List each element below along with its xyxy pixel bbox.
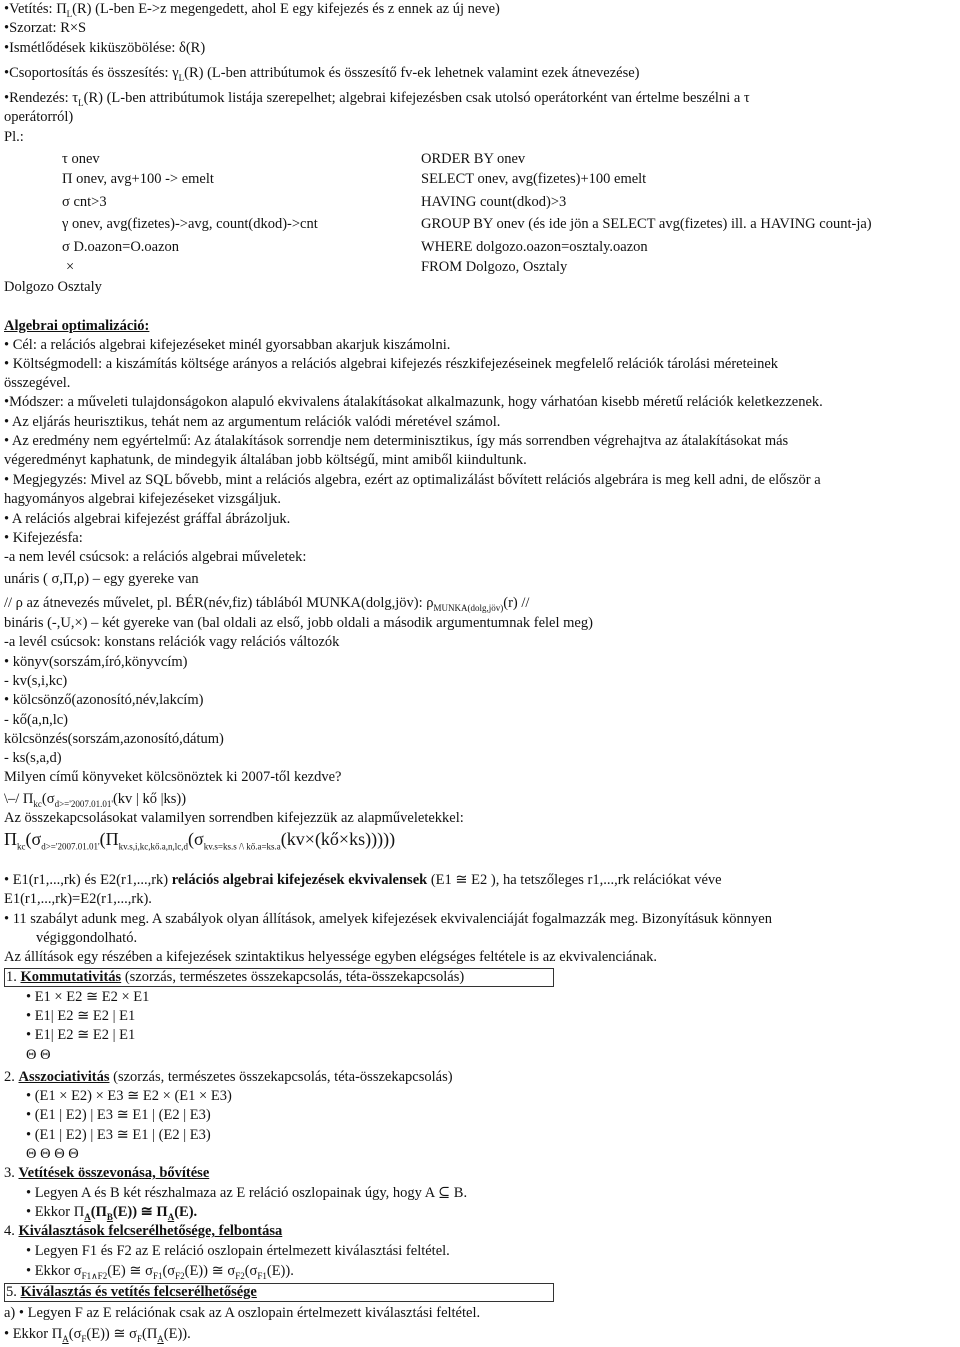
subscript: MUNKA(dolg,jöv) <box>433 602 504 613</box>
subscript: L <box>178 72 185 83</box>
query2-line <box>4 829 396 852</box>
equiv-line-2: E1(r1,...,rk)=E2(r1,...,rk). <box>4 891 152 907</box>
subscript: F <box>81 1333 87 1344</box>
body-line: • Az eredmény nem egyértelmű: Az átalakítások sorrendje nem determinisztikus, így más sorrendben végrehajtva az átalakításokat más <box>4 433 789 449</box>
query2-mid: (σ <box>25 829 42 849</box>
body-line: • Megjegyzés: Mivel az SQL bővebb, mint a relációs algebra, ezért az optimalizálást bővített relációs algebrára is meg kell adni, de először a <box>4 472 821 488</box>
ex-right-6: FROM Dolgozo, Osztaly <box>421 259 568 275</box>
body-line: - ks(s,a,d) <box>4 750 62 766</box>
query1-mid: (σ <box>41 791 55 807</box>
body-line: • Kifejezésfa: <box>4 530 83 546</box>
equiv-line-3: • 11 szabályt adunk meg. A szabályok olyan állítások, amelyek kifejezések ekvivalenciáját fogalmazzák meg. Bizonyításuk könnyen <box>4 911 772 927</box>
body-line: összegével. <box>4 375 71 391</box>
query2-start: Π <box>4 829 17 849</box>
ex-left-3: σ cnt>3 <box>62 194 107 210</box>
body-line: • Cél: a relációs algebrai kifejezéseket minél gyorsabban akarjuk kiszámolni. <box>4 337 451 353</box>
rule-num: 5. <box>6 1284 21 1300</box>
rule-rest: (szorzás, természetes összekapcsolás, téta-összekapcsolás) <box>109 1069 453 1085</box>
query1-line <box>4 790 186 808</box>
ex-right-3: HAVING count(dkod)>3 <box>421 194 567 210</box>
rule1-title <box>6 968 464 986</box>
rule3-formula-rest: (E)) ≅ Π <box>112 1204 168 1220</box>
body-line: • Költségmodell: a kiszámítás költsége arányos a relációs algebrai kifejezés részkifejezéseinek megfelelő relációk tárolási méreteinek <box>4 356 779 372</box>
subscript: d>='2007.01.01' <box>54 798 113 809</box>
equiv-line-4: végiggondolható. <box>36 930 138 946</box>
subscript: F1 <box>257 1270 267 1281</box>
subscript: A <box>167 1211 175 1222</box>
rule-title: Kiválasztás és vetítés felcserélhetősége <box>20 1284 257 1300</box>
rule2-item: • (E1 | E2) | E3 ≅ E1 | (E2 | E3) <box>26 1107 211 1123</box>
subscript: kv.s=ks.s /\ kő.a=ks.a <box>203 841 281 852</box>
rho-text: // ρ az átnevezés művelet, pl. BÉR(név,fiz) táblából MUNKA(dolg,jöv): ρ <box>4 595 434 611</box>
rule-rest: (szorzás, természetes összekapcsolás, téta-összekapcsolás) <box>121 969 465 985</box>
subscript: A <box>62 1333 69 1344</box>
ex-left-1: τ onev <box>62 151 100 167</box>
rule-title: Kommutativitás <box>20 969 122 985</box>
body-line: bináris (-,U,×) – két gyereke van (bal oldali az első, jobb oldali a második argumentumnak felel meg) <box>4 615 593 631</box>
rule1-item: • E1| E2 ≅ E2 | E1 <box>26 1008 136 1024</box>
body-line: kölcsönzés(sorszám,azonosító,dátum) <box>4 731 224 747</box>
grouping-line <box>4 64 639 82</box>
rule1-item: Θ Θ <box>26 1047 51 1063</box>
equiv-line <box>4 871 722 889</box>
rule4-title <box>4 1222 282 1240</box>
rule4-formula: • Ekkor σ <box>26 1263 82 1279</box>
rule2-item: • (E1 | E2) | E3 ≅ E1 | (E2 | E3) <box>26 1127 211 1143</box>
subscript: kc <box>17 841 26 852</box>
rule4-item: • Legyen F1 és F2 az E reláció oszlopain értelmezett kiválasztási feltétel. <box>26 1243 450 1259</box>
sorting-line <box>4 89 750 107</box>
subscript: F2 <box>235 1270 245 1281</box>
subscript: L <box>78 97 84 108</box>
ex-left-6: × <box>66 259 75 275</box>
projection-line <box>4 0 500 18</box>
rule5-item: a) • Legyen F az E relációnak csak az A oszlopain értelmezett kiválasztási feltétel. <box>4 1305 481 1321</box>
query1-start: \–/ Π <box>4 791 34 807</box>
equiv-text: • E1(r1,...,rk) és E2(r1,...,rk) <box>4 872 172 888</box>
rule5-formula: • Ekkor Π <box>4 1326 63 1342</box>
ex-left-4: γ onev, avg(fizetes)->avg, count(dkod)->cnt <box>62 216 318 232</box>
body-line: • A relációs algebrai kifejezést gráffal ábrázoljuk. <box>4 511 291 527</box>
body-line: • könyv(sorszám,író,könyvcím) <box>4 654 188 670</box>
body-line: hagyományos algebrai kifejezéseket vizsgáljuk. <box>4 491 282 507</box>
subscript: L <box>66 8 73 19</box>
ex-left-5: σ D.oazon=O.oazon <box>62 239 180 255</box>
ex-left-2: Π onev, avg+100 -> emelt <box>62 171 214 187</box>
projection-label: •Vetítés: Π <box>4 1 67 17</box>
grouping-desc: (R) (L-ben attribútumok és összesítő fv-ek lehetnek valamint ezek átnevezése) <box>184 65 640 81</box>
subscript: kc <box>33 798 42 809</box>
body-line: végeredményt kaphatunk, de mindegyik általában jobb költségű, mint amiből kiindultunk. <box>4 452 527 468</box>
rule3-item: • Ekkor $\Pi_A(\Pi_B(E))$ ≅ $\Pi_A(E)$. <box>26 1204 198 1222</box>
projection-desc: (R) (L-ben E->z megengedett, ahol E egy kifejezés és z ennek az új neve) <box>72 1 500 17</box>
rule-num: 3. <box>4 1165 19 1181</box>
rule-title: Asszociativitás <box>18 1069 110 1085</box>
rule-num: 4. <box>4 1223 19 1239</box>
query2-mid2: (Π <box>99 829 119 849</box>
subscript: F <box>136 1333 142 1344</box>
subscript: F2 <box>175 1270 185 1281</box>
ex-right-4: GROUP BY onev (és ide jön a SELECT avg(fizetes) ill. a HAVING count-ja) <box>421 216 872 232</box>
rule3-formula: • Ekkor Π <box>26 1204 85 1220</box>
body-line: - kv(s,i,kc) <box>4 673 68 689</box>
ex-right-5: WHERE dolgozo.oazon=osztaly.oazon <box>421 239 648 255</box>
product-line: •Szorzat: R×S <box>4 20 87 36</box>
dedup-line: •Ismétlődések kiküszöbölése: δ(R) <box>4 40 206 56</box>
rule2-title <box>4 1068 453 1086</box>
equiv-bold: relációs algebrai kifejezések ekvivalensek <box>171 872 428 888</box>
example-label: Pl.: <box>4 129 24 145</box>
subscript: kv.s,i,kc,kő.a,n,lc,d <box>118 841 189 852</box>
rho-rest: (r) // <box>503 595 530 611</box>
equiv-line-5: Az állítások egy részében a kifejezések szintaktikus helyessége egyben elégséges feltétele is az ekvivalenciának. <box>4 949 658 965</box>
body-line: -a nem levél csúcsok: a relációs algebrai műveletek: <box>4 549 307 565</box>
sorting-label: •Rendezés: τ <box>4 90 79 106</box>
rule4-item: • Ekkor $\sigma_{F1\wedge F2}(E)$ ≅ $\sigma_{F1}(\sigma_{F2}(E))$ ≅ $\sigma_{F2}(\sigma_{F1}(E))$. <box>26 1263 294 1281</box>
rule1-item: • E1| E2 ≅ E2 | E1 <box>26 1027 136 1043</box>
body-line: unáris ( σ,Π,ρ) – egy gyereke van <box>4 571 199 587</box>
subscript: B <box>106 1211 113 1222</box>
ex-right-2: SELECT onev, avg(fizetes)+100 emelt <box>421 171 647 187</box>
rule3-item: • Legyen A és B két részhalmaza az E reláció oszlopainak úgy, hogy A ⊆ B. <box>26 1185 468 1201</box>
rule1-item: • E1 × E2 ≅ E2 × E1 <box>26 989 150 1005</box>
subscript: F1∧F2 <box>81 1270 108 1281</box>
rule2-item: • (E1 × E2) × E3 ≅ E2 × (E1 × E3) <box>26 1088 232 1104</box>
equiv-rest: (E1 ≅ E2 ), ha tetszőleges r1,...,rk relációkat véve <box>427 872 722 888</box>
ex-left-7: Dolgozo Osztaly <box>4 279 102 295</box>
subscript: d>='2007.01.01' <box>41 841 100 852</box>
rule3-title <box>4 1164 209 1182</box>
body-line: • kölcsönző(azonosító,név,lakcím) <box>4 692 204 708</box>
body-line: •Módszer: a műveleti tulajdonságokon alapuló ekvivalens átalakításokat alkalmazunk, hogy várhatóan kisebb méretű relációk keletkezzenek. <box>4 394 823 410</box>
rule-num: 1. <box>6 969 21 985</box>
rule5-item: • Ekkor $\Pi_A(\sigma_F(E))$ ≅ $\sigma_F(\Pi_A(E))$. <box>4 1326 191 1344</box>
query2-mid3: (σ <box>188 829 204 849</box>
body-line: Az összekapcsolásokat valamilyen sorrendben kifejezzük az alapműveletekkel: <box>4 810 464 826</box>
rule2-item: Θ Θ Θ Θ <box>26 1146 79 1162</box>
rule-title: Kiválasztások felcserélhetősége, felbontása <box>18 1223 283 1239</box>
rule5-title <box>6 1283 257 1301</box>
rule-num: 2. <box>4 1069 19 1085</box>
subscript: F1 <box>152 1270 163 1281</box>
rule-title: Vetítések összevonása, bővítése <box>18 1165 210 1181</box>
ex-right-1: ORDER BY onev <box>421 151 526 167</box>
sorting-desc: (R) (L-ben attribútumok listája szerepelhet; algebrai kifejezésben csak utolsó operátorként van értelme beszélni a τ <box>83 90 750 106</box>
rho-line <box>4 594 529 612</box>
body-line: Milyen című könyveket kölcsönöztek ki 2007-től kezdve? <box>4 769 342 785</box>
body-line: • Az eljárás heurisztikus, tehát nem az argumentum relációk valódi méretével számol. <box>4 414 501 430</box>
subscript: A <box>84 1211 91 1222</box>
sorting-line-cont: operátorról) <box>4 109 74 125</box>
grouping-label: •Csoportosítás és összesítés: γ <box>4 65 179 81</box>
opt-heading: Algebrai optimalizáció: <box>4 318 150 334</box>
body-line: -a levél csúcsok: konstans relációk vagy relációs változók <box>4 634 340 650</box>
query1-tail: (kv | kő |ks)) <box>112 791 187 807</box>
subscript: A <box>157 1333 164 1344</box>
query2-tail: (kv×(kő×ks))))) <box>280 829 396 849</box>
body-line: - kő(a,n,lc) <box>4 712 69 728</box>
